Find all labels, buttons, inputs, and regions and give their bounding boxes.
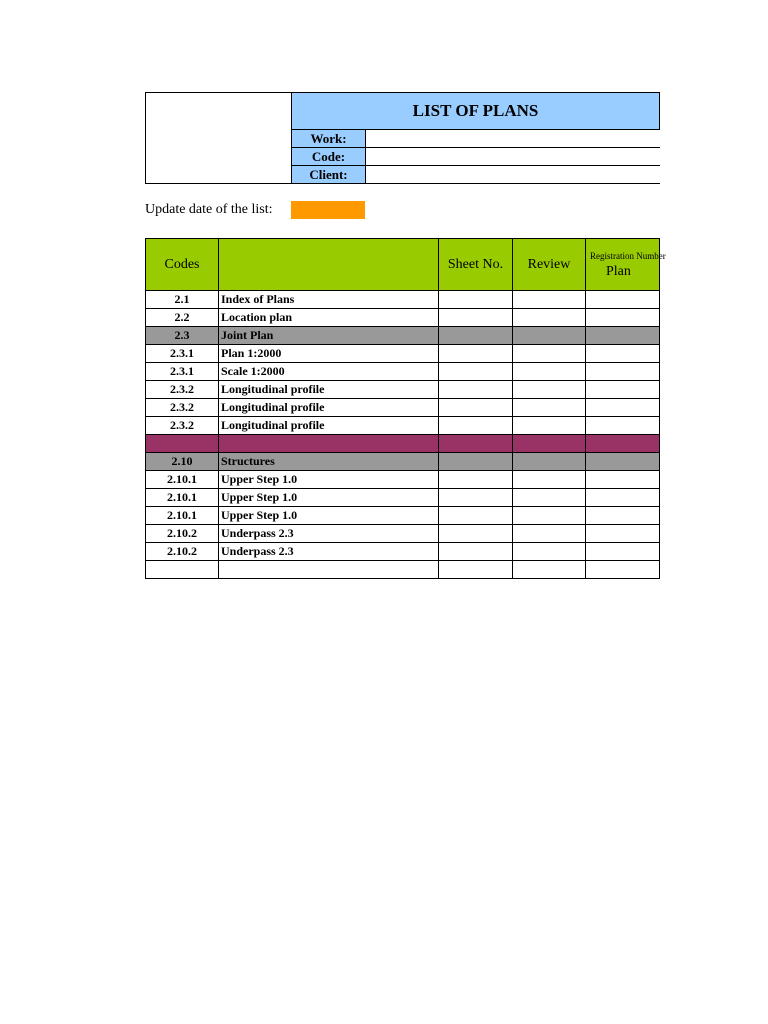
description-header — [219, 239, 439, 291]
description-cell[interactable]: Longitudinal profile — [219, 399, 439, 417]
code-cell[interactable]: 2.10.2 — [146, 543, 219, 561]
registration-cell[interactable] — [586, 453, 660, 471]
table-row — [146, 561, 660, 579]
table-row — [146, 363, 660, 381]
registration-cell[interactable] — [586, 309, 660, 327]
table-row — [146, 417, 660, 435]
code-cell[interactable] — [146, 435, 219, 453]
code-cell[interactable]: 2.3 — [146, 327, 219, 345]
review-cell[interactable] — [513, 381, 586, 399]
work-field[interactable] — [365, 129, 660, 148]
sheet-no-cell[interactable] — [439, 309, 513, 327]
description-cell[interactable] — [219, 561, 439, 579]
registration-cell[interactable] — [586, 417, 660, 435]
client-label: Client: — [291, 165, 366, 184]
registration-cell[interactable] — [586, 363, 660, 381]
description-cell[interactable]: Longitudinal profile — [219, 417, 439, 435]
code-cell[interactable]: 2.2 — [146, 309, 219, 327]
sheet-no-cell[interactable] — [439, 489, 513, 507]
registration-cell[interactable] — [586, 327, 660, 345]
review-cell[interactable] — [513, 561, 586, 579]
table-row — [146, 345, 660, 363]
registration-cell[interactable] — [586, 525, 660, 543]
table-row — [146, 525, 660, 543]
description-cell[interactable]: Location plan — [219, 309, 439, 327]
code-cell[interactable]: 2.10 — [146, 453, 219, 471]
registration-header — [586, 239, 666, 291]
description-cell[interactable]: Plan 1:2000 — [219, 345, 439, 363]
code-cell[interactable]: 2.1 — [146, 291, 219, 309]
registration-cell[interactable] — [586, 435, 660, 453]
plans-table — [145, 238, 666, 579]
section-row — [146, 453, 660, 471]
separator-row — [146, 435, 660, 453]
review-cell[interactable] — [513, 489, 586, 507]
review-cell[interactable] — [513, 525, 586, 543]
description-cell[interactable]: Upper Step 1.0 — [219, 489, 439, 507]
review-cell[interactable] — [513, 453, 586, 471]
table-row — [146, 507, 660, 525]
registration-cell[interactable] — [586, 489, 660, 507]
sheet-no-cell[interactable] — [439, 327, 513, 345]
registration-cell[interactable] — [586, 543, 660, 561]
review-cell[interactable] — [513, 543, 586, 561]
registration-cell[interactable] — [586, 381, 660, 399]
code-cell[interactable]: 2.10.1 — [146, 489, 219, 507]
registration-cell[interactable] — [586, 399, 660, 417]
review-cell[interactable] — [513, 417, 586, 435]
code-field[interactable] — [365, 147, 660, 166]
code-label: Code: — [291, 147, 366, 166]
review-header: Review — [513, 239, 586, 291]
sheet-no-cell[interactable] — [439, 561, 513, 579]
review-cell[interactable] — [513, 309, 586, 327]
sheet-no-cell[interactable] — [439, 507, 513, 525]
table-row — [146, 309, 660, 327]
description-cell[interactable]: Upper Step 1.0 — [219, 471, 439, 489]
description-cell[interactable] — [219, 435, 439, 453]
update-date-field[interactable] — [291, 201, 365, 219]
review-cell[interactable] — [513, 507, 586, 525]
code-cell[interactable]: 2.3.2 — [146, 417, 219, 435]
review-cell[interactable] — [513, 291, 586, 309]
review-cell[interactable] — [513, 399, 586, 417]
registration-cell[interactable] — [586, 507, 660, 525]
update-date-label: Update date of the list: — [145, 202, 273, 217]
review-cell[interactable] — [513, 363, 586, 381]
description-cell[interactable]: Joint Plan — [219, 327, 439, 345]
table-row — [146, 489, 660, 507]
description-cell[interactable]: Scale 1:2000 — [219, 363, 439, 381]
table-row — [146, 381, 660, 399]
sheet-no-cell[interactable] — [439, 543, 513, 561]
code-cell[interactable]: 2.3.2 — [146, 399, 219, 417]
sheet-no-cell[interactable] — [439, 471, 513, 489]
code-cell[interactable]: 2.3.2 — [146, 381, 219, 399]
client-field[interactable] — [365, 165, 660, 184]
sheet-no-cell[interactable] — [439, 435, 513, 453]
registration-cell[interactable] — [586, 291, 660, 309]
document-title: LIST OF PLANS — [291, 92, 660, 130]
code-cell[interactable]: 2.3.1 — [146, 363, 219, 381]
sheet-no-cell[interactable] — [439, 363, 513, 381]
sheet-no-header: Sheet No. — [439, 239, 513, 291]
sheet-no-cell[interactable] — [439, 381, 513, 399]
registration-cell[interactable] — [586, 561, 660, 579]
registration-cell[interactable] — [586, 471, 660, 489]
description-cell[interactable]: Underpass 2.3 — [219, 543, 439, 561]
description-cell[interactable]: Underpass 2.3 — [219, 525, 439, 543]
table-row — [146, 399, 660, 417]
logo-area — [145, 92, 292, 184]
review-cell[interactable] — [513, 435, 586, 453]
description-cell[interactable]: Index of Plans — [219, 291, 439, 309]
code-cell[interactable]: 2.10.1 — [146, 471, 219, 489]
registration-number-label: Registration Number — [590, 251, 666, 261]
description-cell[interactable]: Longitudinal profile — [219, 381, 439, 399]
work-label: Work: — [291, 129, 366, 148]
review-cell[interactable] — [513, 471, 586, 489]
table-row — [146, 543, 660, 561]
description-cell[interactable]: Upper Step 1.0 — [219, 507, 439, 525]
codes-header: Codes — [146, 239, 219, 291]
section-row — [146, 327, 660, 345]
table-header-row — [146, 239, 660, 291]
sheet-no-cell[interactable] — [439, 345, 513, 363]
table-row — [146, 471, 660, 489]
description-cell[interactable]: Structures — [219, 453, 439, 471]
table-row — [146, 291, 660, 309]
code-cell[interactable]: 2.10.1 — [146, 507, 219, 525]
code-cell[interactable] — [146, 561, 219, 579]
plan-label: Plan — [606, 264, 631, 279]
sheet-no-cell[interactable] — [439, 399, 513, 417]
sheet-no-cell[interactable] — [439, 525, 513, 543]
code-cell[interactable]: 2.10.2 — [146, 525, 219, 543]
review-cell[interactable] — [513, 345, 586, 363]
sheet-no-cell[interactable] — [439, 291, 513, 309]
sheet-no-cell[interactable] — [439, 453, 513, 471]
review-cell[interactable] — [513, 327, 586, 345]
sheet-no-cell[interactable] — [439, 417, 513, 435]
code-cell[interactable]: 2.3.1 — [146, 345, 219, 363]
registration-cell[interactable] — [586, 345, 660, 363]
